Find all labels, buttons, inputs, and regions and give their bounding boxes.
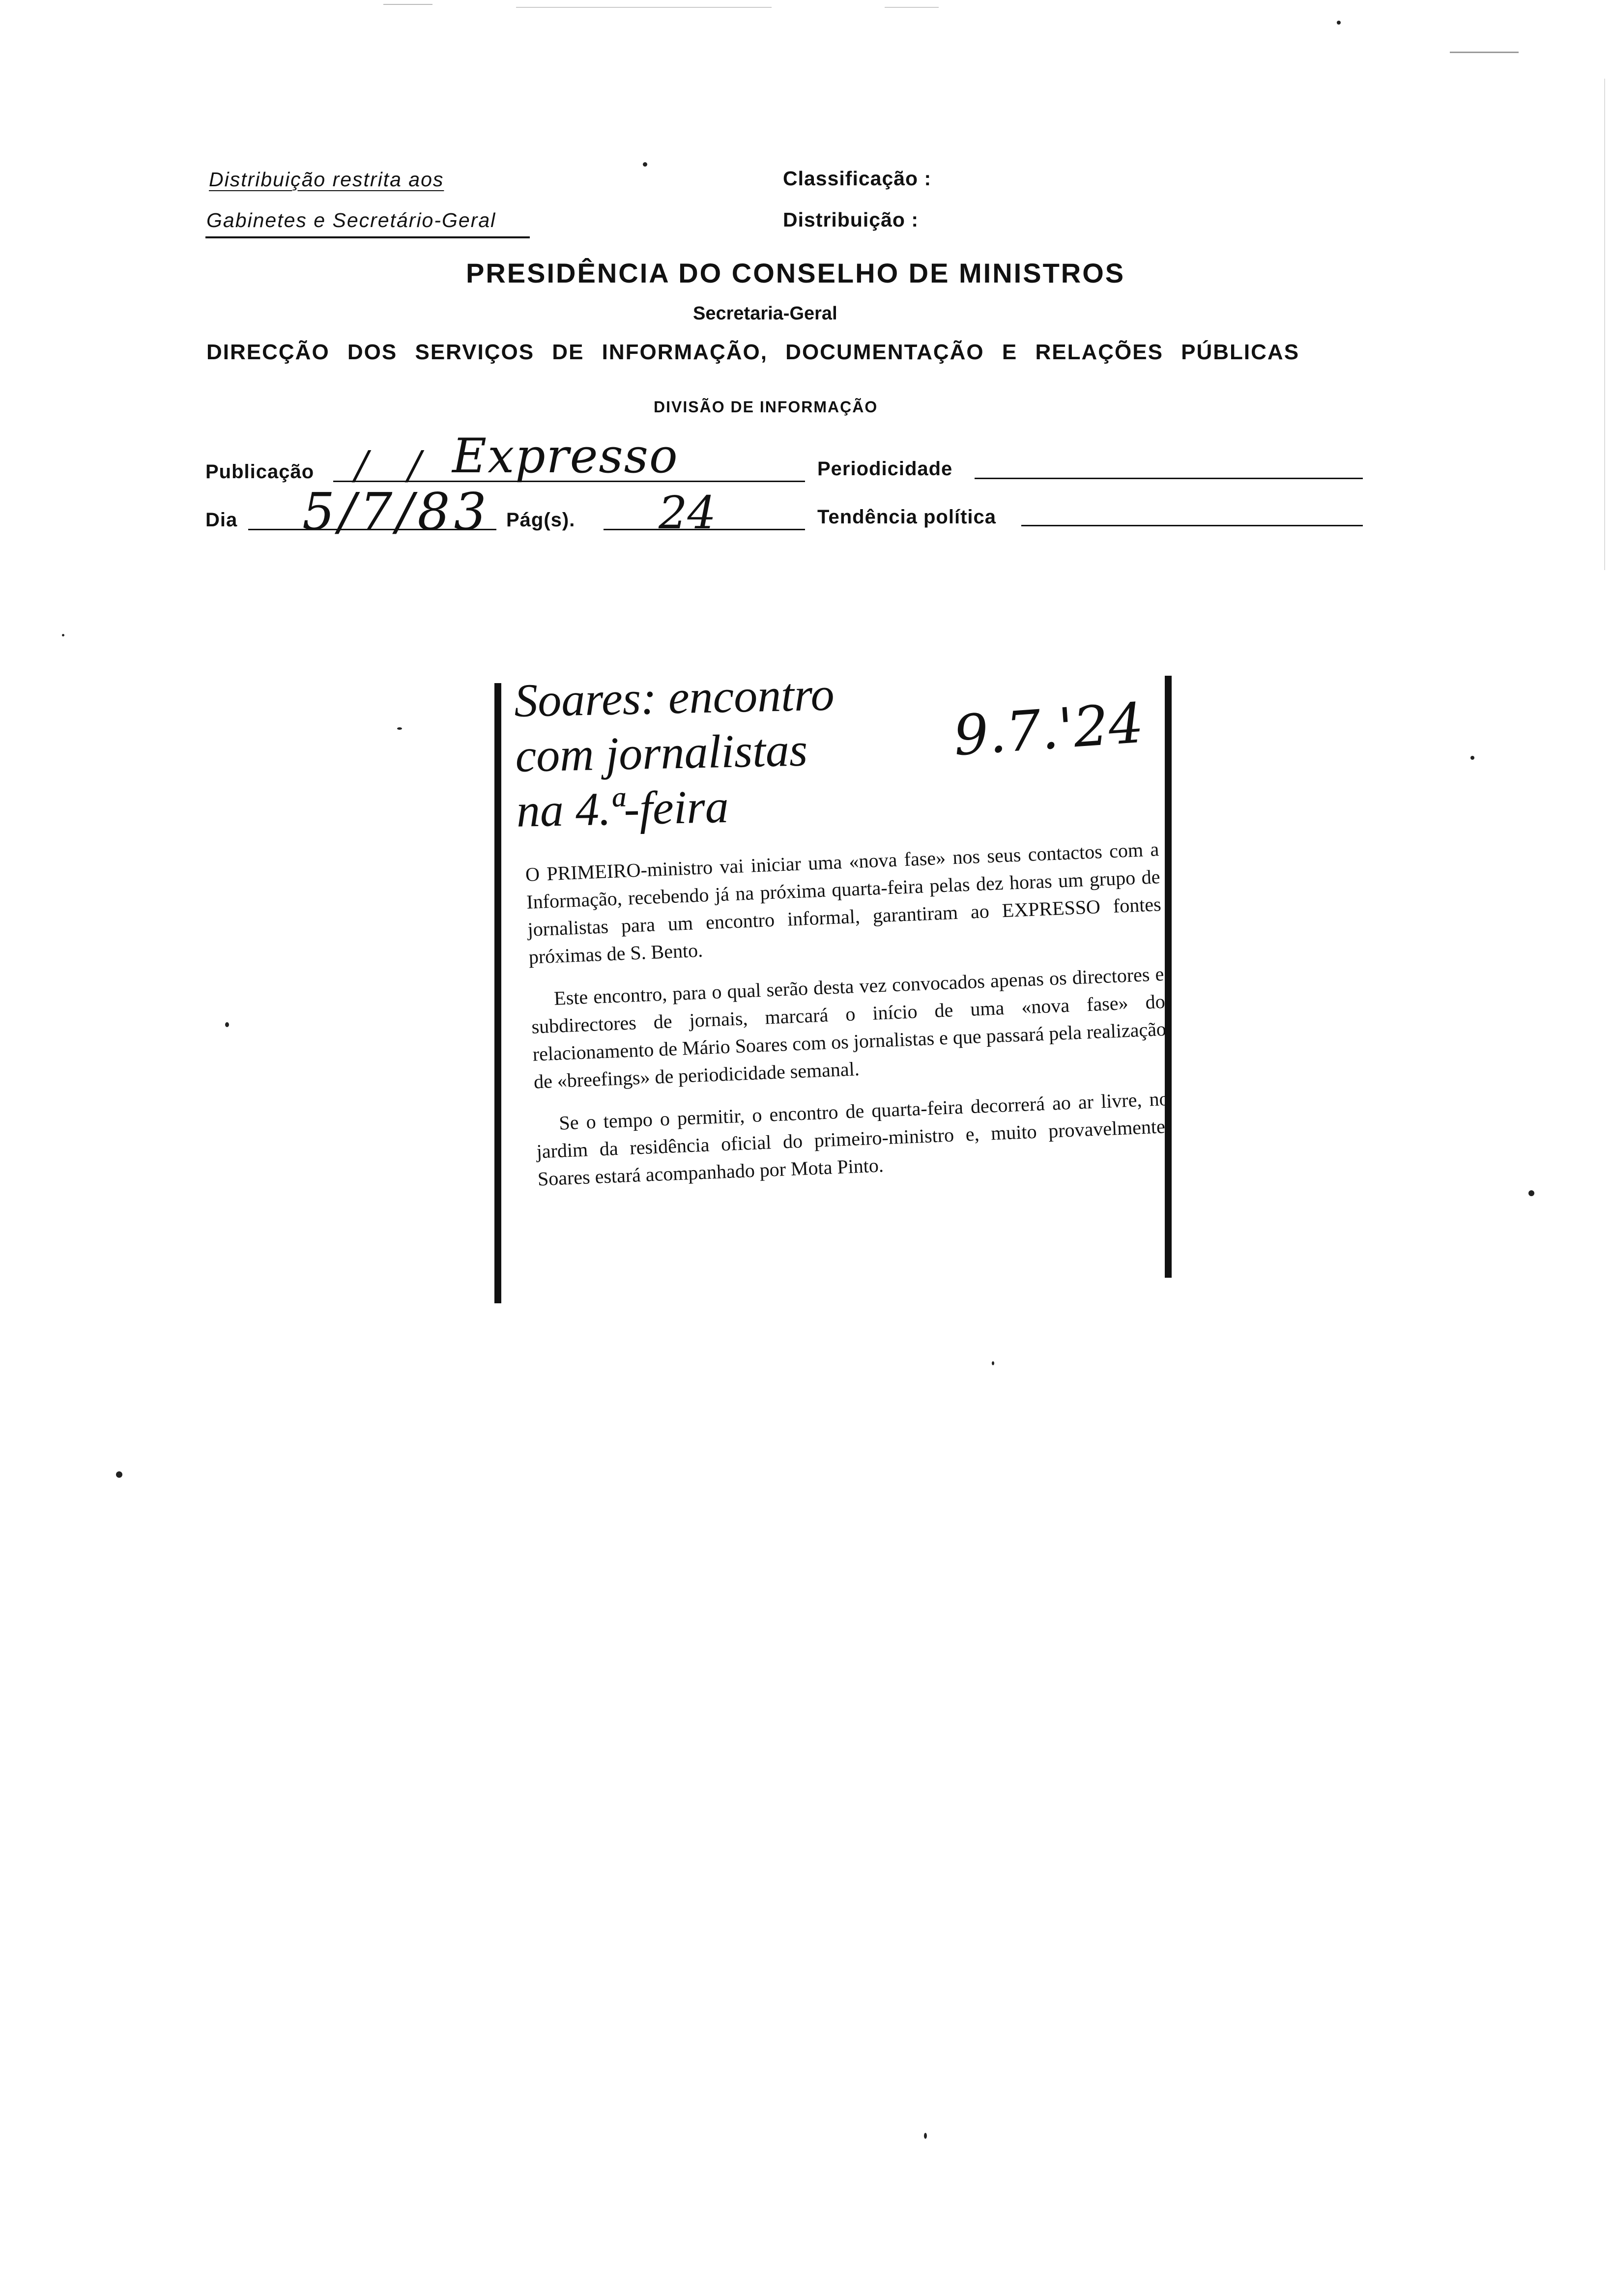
article-paragraph-3: Se o tempo o permitir, o encontro de quarta-feira decorrerá ao ar livre, no jardim da residência oficial do primeiro-ministro e, muito provavelmente, Soares estará acompanhado por Mota Pinto. — [536, 1087, 1171, 1190]
publicacao-handwritten-slash: / — [408, 442, 421, 488]
organization-subtitle: Secretaria-Geral — [693, 303, 837, 324]
scan-speck — [1337, 21, 1341, 25]
scan-speck — [62, 634, 64, 636]
scan-line — [1450, 52, 1519, 53]
publicacao-handwritten-slash: / — [355, 442, 368, 488]
scan-line — [383, 4, 432, 5]
scan-speck — [225, 1022, 229, 1027]
tendencia-rule — [1021, 525, 1363, 526]
article-paragraph-1: O PRIMEIRO-ministro vai iniciar uma «nova fase» nos seus contactos com a Informação, recebendo já na próxima quarta-feira pelas dez horas um grupo de jornalistas para um encontro informal, garantiram ao EXPRESSO fontes próximas de S. Bento. — [525, 838, 1162, 968]
article-paragraph-2: Este encontro, para o qual serão desta vez convocados apenas os directores e subdirectores de jornais, marcará o início de uma «nova fase» do relacionamento de Mário Soares com os jornalistas e que passará pela realização de «breefings» de periodicidade semanal. — [531, 963, 1167, 1093]
organization-division: DIVISÃO DE INFORMAÇÃO — [654, 398, 878, 416]
article-headline — [514, 664, 940, 838]
clipping-left-border — [494, 683, 501, 1303]
periodicidade-rule — [975, 478, 1363, 479]
scan-line — [516, 7, 772, 8]
headline-line2: com jornalistas — [515, 723, 808, 782]
clipping-right-border — [1165, 676, 1172, 1278]
scan-speck — [992, 1361, 994, 1365]
organization-department: DIRECÇÃO DOS SERVIÇOS DE INFORMAÇÃO, DOCUMENTAÇÃO E RELAÇÕES PÚBLICAS — [206, 340, 1300, 364]
classificacao-label: Classificação : — [783, 167, 932, 190]
publicacao-label: Publicação — [205, 461, 315, 483]
distribuicao-label: Distribuição : — [783, 208, 919, 231]
dia-label: Dia — [205, 509, 238, 531]
pags-value: 24 — [659, 487, 717, 539]
periodicidade-label: Periodicidade — [817, 458, 953, 480]
scan-speck — [1528, 1190, 1534, 1196]
scan-speck — [116, 1471, 122, 1478]
handwritten-reference: 9.7.'24 — [951, 691, 1146, 769]
headline-line3: na 4.ª-feira — [516, 779, 729, 837]
organization-title: PRESIDÊNCIA DO CONSELHO DE MINISTROS — [466, 258, 1125, 288]
distribution-note-line2: Gabinetes e Secretário-Geral — [206, 209, 496, 231]
tendencia-label: Tendência política — [817, 506, 996, 528]
scan-speck — [643, 162, 647, 167]
publicacao-value: Expresso — [452, 429, 679, 484]
scan-speck — [1470, 756, 1474, 760]
article-body — [525, 835, 1172, 1207]
scan-line — [885, 7, 939, 8]
distribution-note-line1: Distribuição restrita aos — [209, 168, 444, 191]
dia-value: 5/7/83 — [302, 482, 490, 542]
scan-edge — [1604, 79, 1605, 570]
scan-speck — [924, 2133, 927, 2139]
scan-speck — [397, 727, 402, 730]
headline-line1: Soares: encontro — [514, 667, 835, 727]
distribution-note-underline — [205, 236, 530, 238]
pags-label: Pág(s). — [506, 509, 576, 531]
